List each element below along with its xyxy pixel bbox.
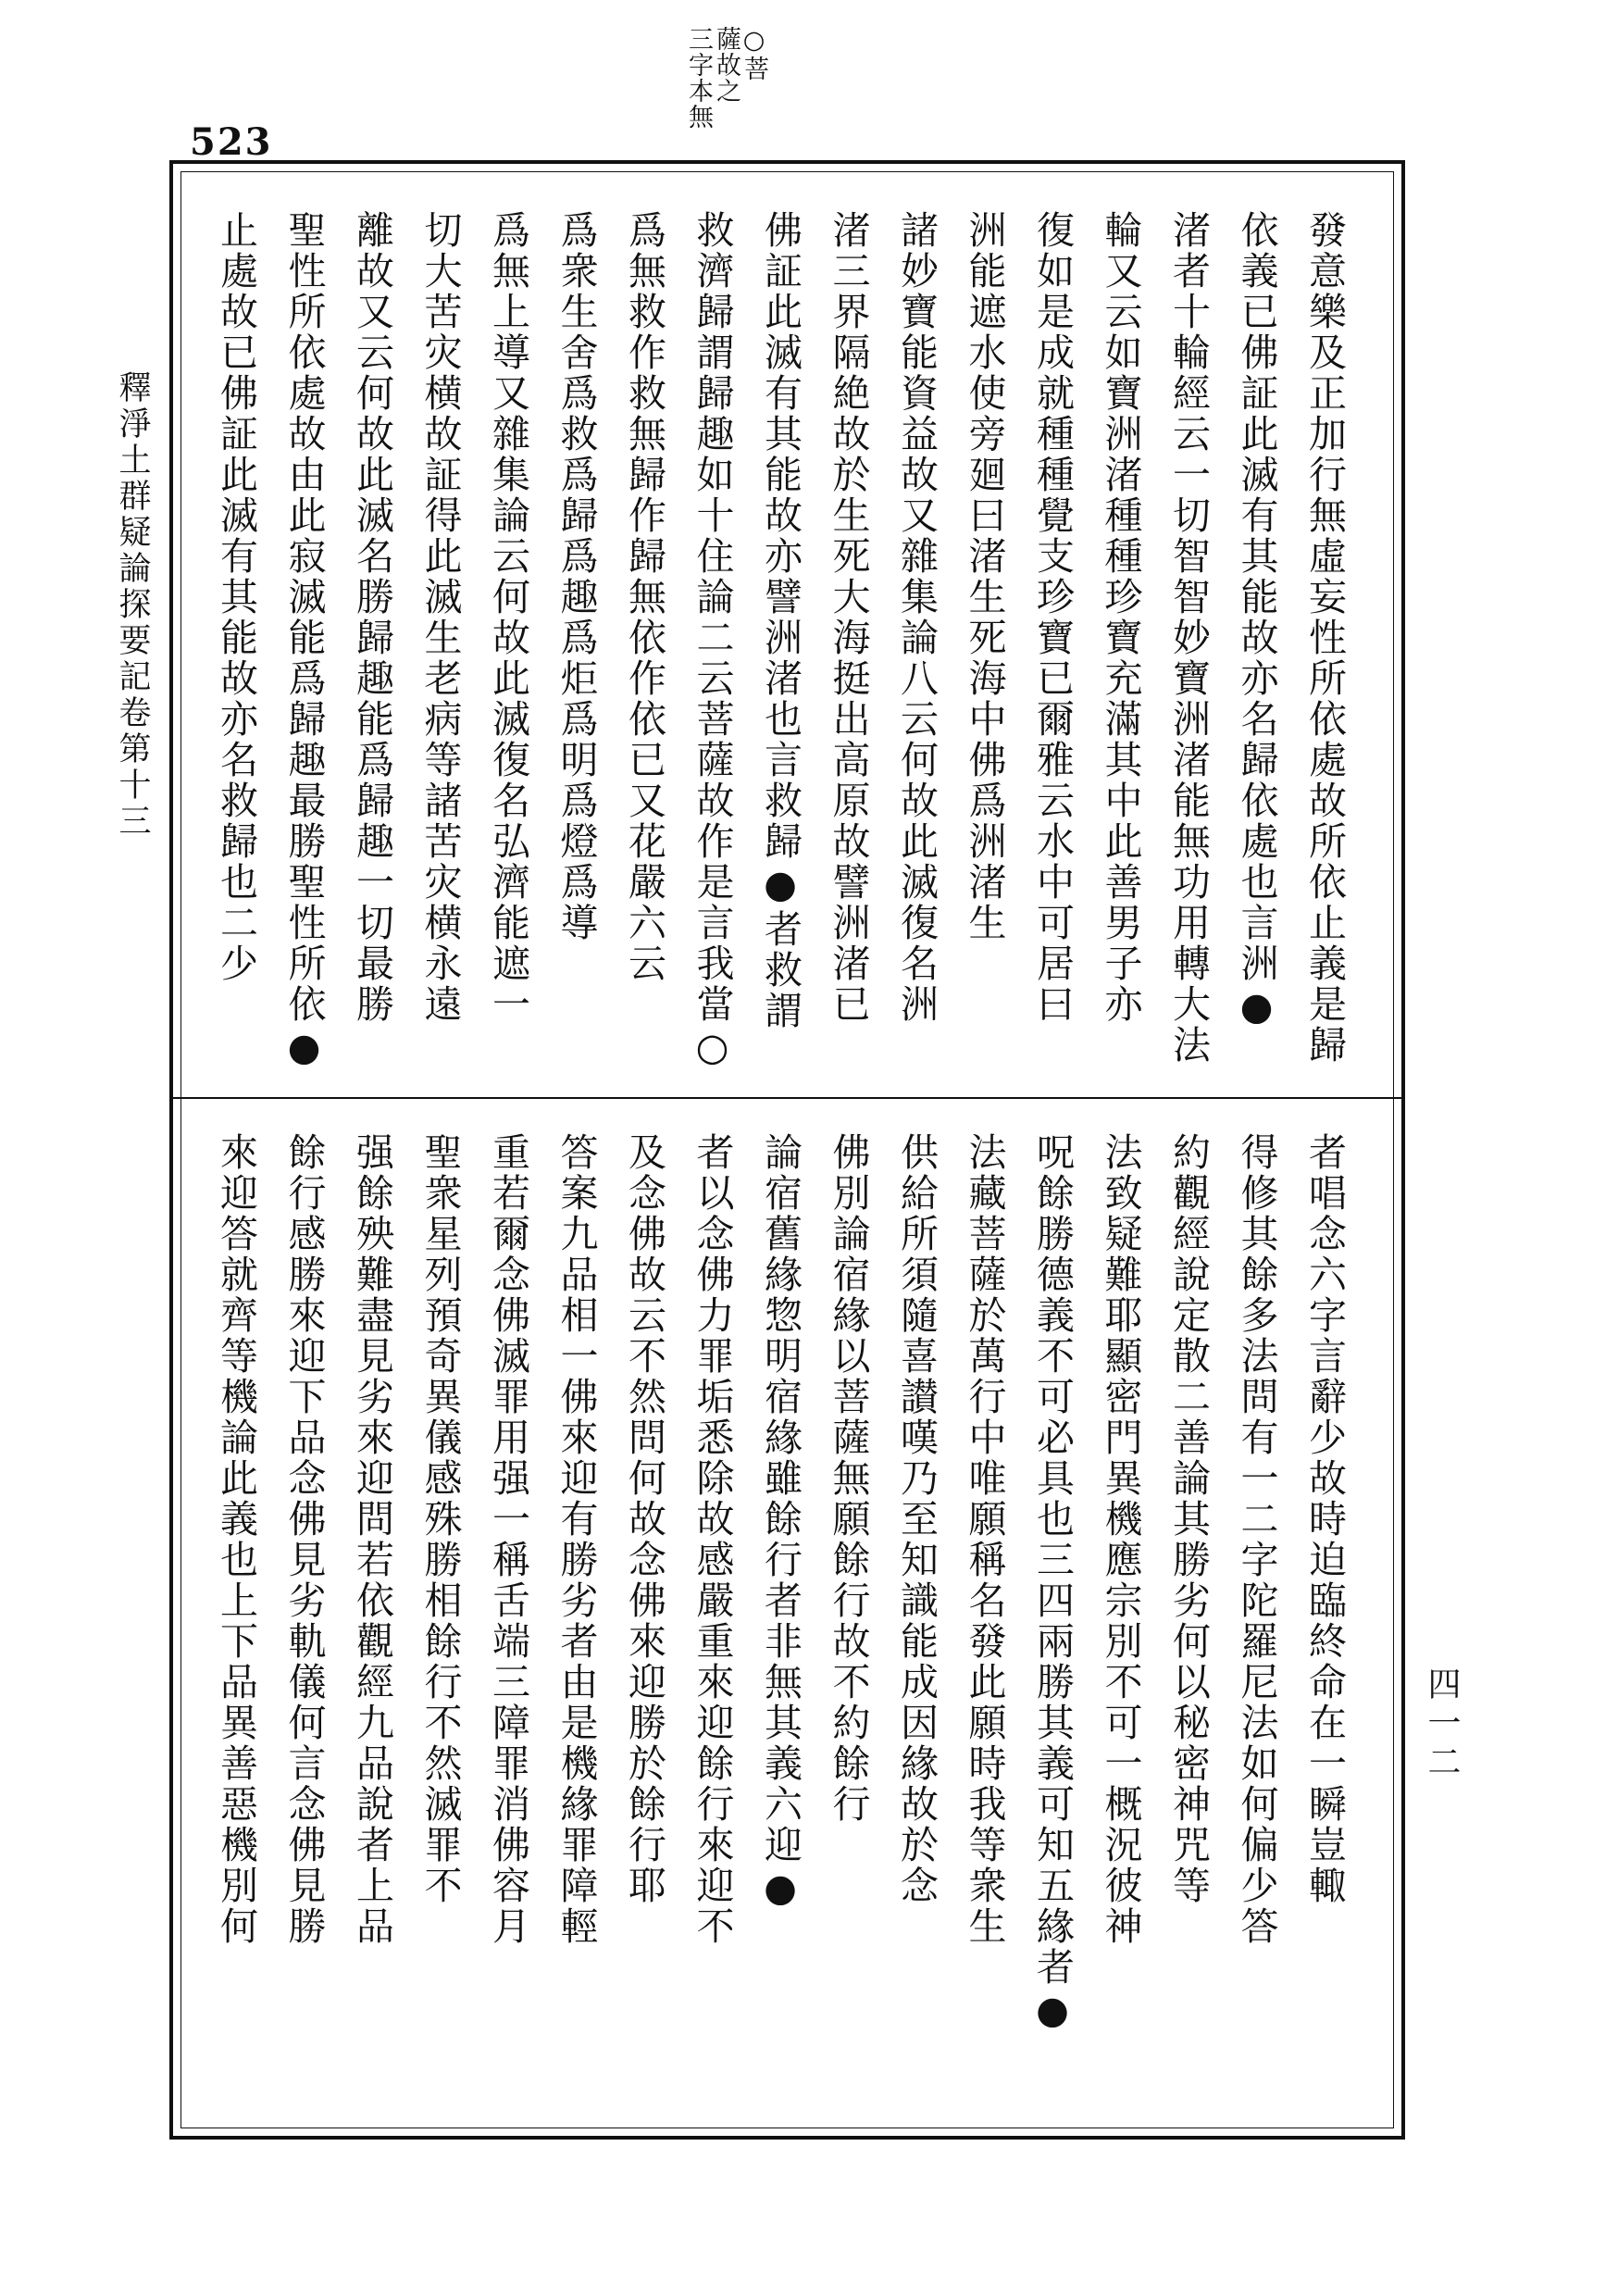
text-column: 來迎答就齊等機論此義也上下品異善惡機別何 <box>214 1132 258 1947</box>
text-column: 洲能遮水使旁廻曰渚生死海中佛爲洲渚生 <box>962 210 1007 943</box>
margin-note-line: 三字本無 <box>684 26 713 130</box>
text-column: 者以念佛力罪垢悉除故感嚴重來迎餘行來迎不 <box>690 1132 735 1947</box>
text-column: 答案九品相一佛來迎有勝劣者由是機緣罪障輕 <box>554 1132 599 1947</box>
text-column: 者唱念六字言辭少故時迫臨終命在一瞬豈輙 <box>1302 1132 1347 1906</box>
text-column: 渚者十輪經云一切智智妙寶洲渚能無功用轉大法 <box>1166 210 1211 1066</box>
margin-note-line: 薩故之 <box>712 26 741 104</box>
text-column: 切大苦灾横故証得此滅生老病等諸苦灾横永遠 <box>417 210 463 1025</box>
text-column: 法藏菩薩於萬行中唯願稱名發此願時我等衆生 <box>962 1132 1007 1947</box>
text-column: 諸妙寶能資益故又雜集論八云何故此滅復名洲 <box>894 210 939 1025</box>
text-column: 輪又云如寶洲渚種種珍寶充滿其中此善男子亦 <box>1098 210 1143 1025</box>
upper-band <box>206 210 1354 1082</box>
text-column: 呪餘勝德義不可必具也三四兩勝其義可知五緣者● <box>1030 1132 1075 2035</box>
text-column: 法致疑難耶顯密門異機應宗別不可一概況彼神 <box>1098 1132 1143 1947</box>
text-column: 重若爾念佛滅罪用强一稱舌端三障罪消佛容月 <box>486 1132 530 1947</box>
text-column: 佛別論宿緣以菩薩無願餘行故不約餘行 <box>826 1132 871 1825</box>
folio-number: 四一二 <box>1423 1666 1461 1783</box>
text-column: 復如是成就種種覺支珍寶已爾雅云水中可居曰 <box>1030 210 1075 1025</box>
text-column: 聖衆星列預奇異儀感殊勝相餘行不然滅罪不 <box>417 1132 463 1906</box>
text-column: 强餘殃難盡見劣來迎問若依觀經九品說者上品 <box>350 1132 394 1947</box>
running-title: 釋淨土群疑論探要記卷第十三 <box>114 370 151 840</box>
text-column: 爲無救作救無歸作歸無依作依已又花嚴六云 <box>622 210 666 984</box>
page-number: 523 <box>190 120 273 164</box>
text-column: 渚三界隔絶故於生死大海挺出高原故譬洲渚已 <box>826 210 871 1025</box>
text-column: 爲衆生舍爲救爲歸爲趣爲炬爲明爲燈爲導 <box>554 210 599 943</box>
text-column: 論宿舊緣惣明宿緣雖餘行者非無其義六迎● <box>758 1132 803 1913</box>
text-column: 及念佛故云不然問何故念佛來迎勝於餘行耶 <box>622 1132 666 1906</box>
margin-note-line: ○菩 <box>740 26 768 81</box>
text-column: 佛証此滅有其能故亦譬洲渚也言救歸●者救謂 <box>758 210 803 1031</box>
text-column: 得修其餘多法問有一二字陀羅尼法如何偏少答 <box>1234 1132 1279 1947</box>
text-column: 聖性所依處故由此寂滅能爲歸趣最勝聖性所依● <box>281 210 327 1072</box>
text-column: 餘行感勝來迎下品念佛見劣軌儀何言念佛見勝 <box>281 1132 327 1947</box>
text-column: 救濟歸謂歸趣如十住論二云菩薩故作是言我當○ <box>690 210 735 1072</box>
text-column: 發意樂及正加行無虛妄性所依處故所依止義是歸 <box>1302 210 1347 1066</box>
text-column: 依義已佛証此滅有其能故亦名歸依處也言洲● <box>1234 210 1279 1031</box>
lower-band <box>206 1132 1354 2104</box>
band-divider <box>173 1097 1401 1099</box>
text-frame <box>169 160 1405 2140</box>
text-column: 爲無上導又雜集論云何故此滅復名弘濟能遮一 <box>486 210 530 1025</box>
text-column: 約觀經說定散二善論其勝劣何以秘密神咒等 <box>1166 1132 1211 1906</box>
margin-note <box>684 26 768 165</box>
text-column: 供給所須隨喜讃嘆乃至知識能成因緣故於念 <box>894 1132 939 1906</box>
text-column: 止處故已佛証此滅有其能故亦名救歸也二少 <box>214 210 258 984</box>
text-column: 離故又云何故此滅名勝歸趣能爲歸趣一切最勝 <box>350 210 394 1025</box>
